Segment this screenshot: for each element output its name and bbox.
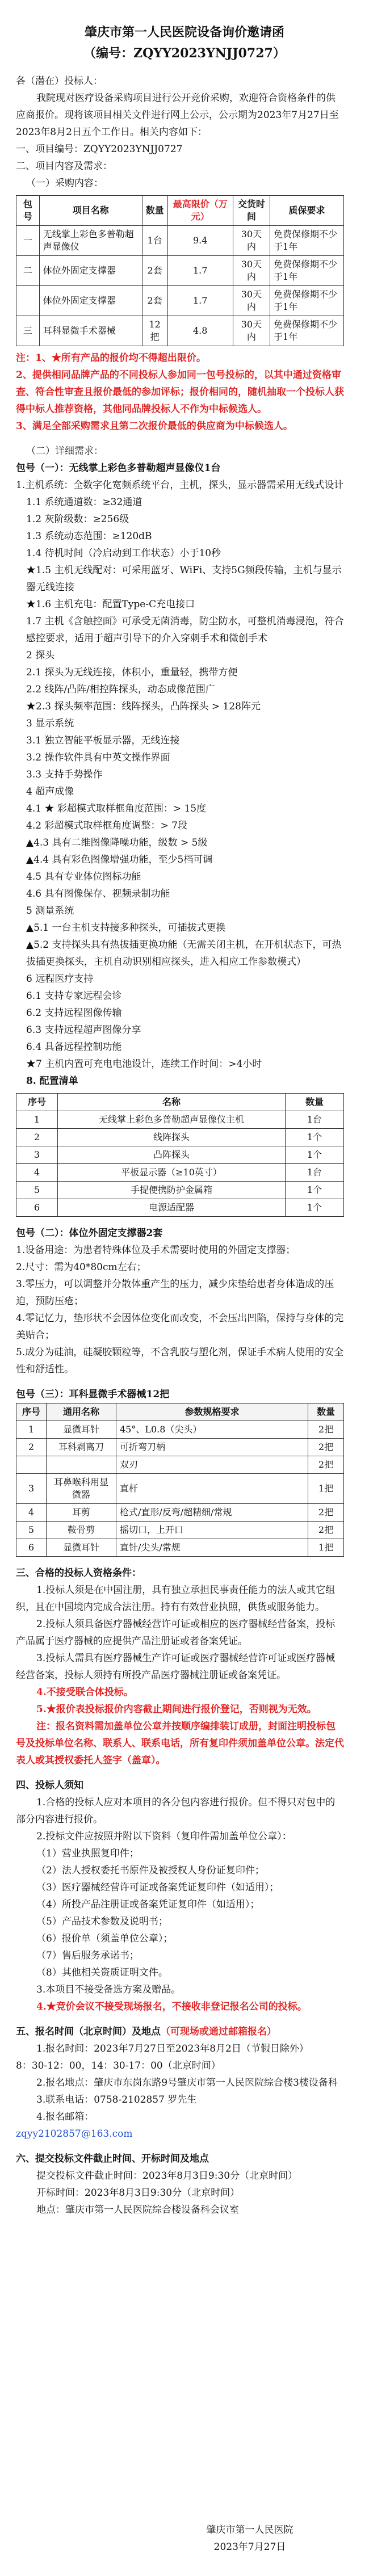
table-row <box>16 256 344 286</box>
table-row <box>16 1182 344 1199</box>
cell-qty: 1个 <box>286 1199 344 1217</box>
note-2: 2、提供相同品牌产品的不同投标人参加同一包号投标的，以其中通过资格审查、符合性审查且报价最低的参加评标；报价相同的，随机抽取一个投标人获得中标人推荐资格，其他同品牌投标人不作为中标候选人。 <box>16 369 344 415</box>
cell-seq <box>16 1456 47 1474</box>
req-line: 6 远程医疗支持 <box>26 973 94 985</box>
cell-generic-name <box>47 1456 116 1474</box>
req-line: 4.2 彩超模式取样框角度调整：> 7段 <box>26 820 187 831</box>
table-row <box>16 1129 344 1146</box>
bid-line: （4）所投产品注册证或备案凭证复印件（如适用）； <box>36 1899 260 1910</box>
table-row <box>16 1421 344 1439</box>
deadline-line: 地点：肇庆市第一人民医院综合楼设备科会议室 <box>36 2204 239 2216</box>
req-line: 2.2 线阵/凸阵/相控阵探头，动态成像范围广 <box>26 684 215 695</box>
col-package: 包号 <box>16 196 40 226</box>
table-row <box>16 316 344 346</box>
detailed-requirements-heading: （二）详细需求： <box>26 446 103 457</box>
bidder-notice-heading: 四、投标人须知 <box>16 1780 83 1791</box>
signup-line: 1.报名时间：2023年7月27日至2023年8月2日（节假日除外） <box>36 2043 309 2054</box>
config-list-heading: 8. 配置清单 <box>26 1075 78 1087</box>
cell-qty: 1个 <box>286 1146 344 1164</box>
cell-item-name: 体位外固定支撑器 <box>39 286 142 316</box>
req-line: 2 探头 <box>26 650 55 661</box>
package-1-heading: 包号（一）：无线掌上彩色多普勒超声显像仪1台 <box>16 463 221 474</box>
cell-seq: 3 <box>16 1474 47 1504</box>
cell-quantity: 2套 <box>142 286 167 316</box>
req-line: ★2.3 探头频率范围：线阵探头，凸阵探头 > 128阵元 <box>26 701 261 712</box>
bid-line: 2.投标文件应按照并附以下资料（复印件需加盖单位公章）： <box>36 1831 292 1842</box>
cell-generic-name: 显微耳针 <box>47 1539 116 1557</box>
cell-qty: 2把 <box>308 1421 344 1439</box>
bid-line: （1）营业执照复印件； <box>36 1848 139 1859</box>
cell-seq: 6 <box>16 1199 58 1217</box>
cell-warranty: 免费保修期不少于1年 <box>270 316 344 346</box>
cell-seq: 2 <box>16 1129 58 1146</box>
col-name: 名称 <box>58 1094 286 1111</box>
table-row <box>16 1439 344 1456</box>
req-line: 1.1 系统通道数：≥32通道 <box>26 497 142 508</box>
procure-content-heading: （一）采购内容： <box>26 178 103 189</box>
cell-seq: 1 <box>16 1111 58 1129</box>
req-line: ★1.6 主机充电：配置Type-C充电接口 <box>26 599 195 610</box>
cell-item-name: 体位外固定支撑器 <box>39 256 142 286</box>
cell-qty: 1把 <box>308 1539 344 1557</box>
req-line: ★7 主机内置可充电电池设计，连续工作时间：>4小时 <box>26 1058 262 1070</box>
col-qty: 数量 <box>308 1403 344 1421</box>
req-line: 6.2 支持远程图像传输 <box>26 1007 122 1019</box>
cell-seq: 5 <box>16 1182 58 1199</box>
cell-quantity: 2套 <box>142 256 167 286</box>
qual-line: 1.投标人须是在中国注册，具有独立承担民事责任能力的法人或其它组织，且在中国境内完成合法注册。持有有效营业执照，供货或服务能力。 <box>16 1585 336 1613</box>
pkg2-line: 1.设备用途：为患者特殊体位及手术需要时使用的外固定支撑器； <box>16 1245 296 1256</box>
col-seq: 序号 <box>16 1403 47 1421</box>
signup-line: 2.报名地点：肇庆市东岗东路9号肇庆市第一人民医院综合楼3楼设备科 <box>36 2077 338 2088</box>
cell-qty: 2把 <box>308 1504 344 1522</box>
cell-generic-name: 显微耳针 <box>47 1421 116 1439</box>
qual-line: 2.投标人须具备医疗器械经营许可证或相应的医疗器械经营备案，投标产品属于医疗器械的应提供产品注册证或者备案凭证。 <box>16 1619 336 1647</box>
table-row <box>16 1522 344 1539</box>
qual-red-line: 4.不接受联合体投标。 <box>36 1687 133 1698</box>
qual-red-line: 5.★报价表投标报价内容截止期间进行报价登记，否则视为无效。 <box>36 1704 317 1715</box>
cell-qty: 1个 <box>286 1129 344 1146</box>
bid-star: 4.★竞价会议不接受现场报名，不接收非登记报名公司的投标。 <box>36 2001 307 2012</box>
cell-qty: 2把 <box>308 1522 344 1539</box>
bid-line: （5）产品技术参数及说明书； <box>36 1916 168 1927</box>
ear-instruments-table <box>16 1403 344 1557</box>
signup-line: 4.报名邮箱： <box>36 2111 94 2123</box>
cell-price: 1.7 <box>167 256 233 286</box>
cell-generic-name: 耳鼻喉科用显微器 <box>47 1474 116 1504</box>
package-2-heading: 包号（二）：体位外固定支撑器2套 <box>16 1228 163 1239</box>
cell-package: 二 <box>16 256 40 286</box>
req-line: 1.7 主机《含触控面》可承受无菌消毒，防尘防水，可整机消毒浸泡，符合感控要求，适用于超声引导下的介入穿刺手术和微创手术 <box>26 616 344 644</box>
req-line: 2.1 探头为无线连接，体积小，重量轻，携带方便 <box>26 667 238 678</box>
req-line: 4.6 具有图像保存、视频录制功能 <box>26 888 170 900</box>
req-line: 5 测量系统 <box>26 905 74 917</box>
qual-red-note: 注：报名资料需加盖单位公章并按顺序编排装订成册，封面注明投标包号及投标单位名称、联系人、联系电话，所有复印件须加盖单位公章。法定代表人或其授权委托人签字（盖章）。 <box>16 1721 344 1766</box>
qualification-heading: 三、合格的投标人资格条件： <box>16 1568 141 1579</box>
deadline-line: 提交投标文件截止时间：2023年8月3日9:30分（北京时间） <box>36 2170 298 2182</box>
req-line: 6.3 支持远程超声图像分享 <box>26 1024 141 1036</box>
cell-package: 三 <box>16 316 40 346</box>
cell-delivery: 30天内 <box>233 256 270 286</box>
bid-line: （6）报价单（须盖单位公章）； <box>36 1933 173 1944</box>
note-3: 3、满足全部采购需求且第二次报价最低的供应商为中标候选人。 <box>16 421 293 432</box>
signup-heading-main: 五、报名时间（北京时间）及地点 <box>16 2026 161 2037</box>
req-line: 6.4 具备远程控制功能 <box>26 1041 122 1053</box>
cell-name: 平板显示器（≥10英寸） <box>58 1164 286 1182</box>
req-line: ▲4.4 具有彩色图像增强功能，至少5档可调 <box>26 854 213 865</box>
cell-spec: 直杆 <box>116 1474 308 1504</box>
cell-item-name: 耳科显微手术器械 <box>39 316 142 346</box>
table-row <box>16 1146 344 1164</box>
col-seq: 序号 <box>16 1094 58 1111</box>
req-line: 1.2 灰阶级数：≥256级 <box>26 514 129 525</box>
cell-name: 线阵探头 <box>58 1129 286 1146</box>
package-1-requirements <box>16 477 344 1090</box>
cell-qty: 1台 <box>286 1111 344 1129</box>
signature-block <box>176 2522 324 2556</box>
pkg2-line: 3.零压力，可以调整并分散体重产生的压力，减少床垫给患者身体造成的压迫，预防压疮； <box>16 1279 334 1307</box>
cell-spec: 双刃 <box>116 1456 308 1474</box>
cell-quantity: 1台 <box>142 226 167 256</box>
bid-line: （7）售后服务承诺书； <box>36 1950 139 1961</box>
req-line: 4.5 具有专业体位图标功能 <box>26 871 141 883</box>
col-qty: 数量 <box>286 1094 344 1111</box>
req-line: ★1.5 主机无线配对：可采用蓝牙、WiFi、支持5G频段传输，主机与显示器无线连接 <box>26 565 342 593</box>
cell-price: 9.4 <box>167 226 233 256</box>
cell-qty: 2把 <box>308 1439 344 1456</box>
col-generic-name: 通用名称 <box>47 1403 116 1421</box>
table-row <box>16 226 344 256</box>
cell-seq: 3 <box>16 1146 58 1164</box>
document-code: （编号：ZQYY2023YNJJ0727） <box>83 46 286 61</box>
cell-name: 电源适配器 <box>58 1199 286 1217</box>
cell-generic-name: 耳剪 <box>47 1504 116 1522</box>
cell-seq: 4 <box>16 1504 47 1522</box>
signup-line: 8：30-12：00，14：30-17：00（北京时间） <box>16 2060 221 2071</box>
note-1: 注：1、★所有产品的报价均不得超出限价。 <box>16 352 206 364</box>
cell-delivery: 30天内 <box>233 226 270 256</box>
table-row <box>16 1111 344 1129</box>
req-line: ▲5.2 支持探头具有热拔插更换功能（无需关闭主机，在开机状态下，可热拔插更换探头，主机自动识别相应探头，进入相应工作参数模式） <box>26 939 342 968</box>
cell-quantity: 12把 <box>142 316 167 346</box>
cell-spec: 直针/尖头/常规 <box>116 1539 308 1557</box>
bid-extra: 3.本项目不接受备选方案及赠品。 <box>36 1984 181 1995</box>
col-max-price: 最高限价（万元） <box>167 196 233 226</box>
req-line: 3 显示系统 <box>26 718 74 729</box>
cell-price: 1.7 <box>167 286 233 316</box>
cell-spec: 枪式/直形/反弯/超精细/常规 <box>116 1504 308 1522</box>
cell-spec: 摇切口，上开口 <box>116 1522 308 1539</box>
pkg2-line: 5.成分为硅油，硅凝胶颗粒等，不含乳胶与塑化剂，保证手术病人使用的安全性和舒适性。 <box>16 1347 344 1375</box>
req-line: 3.3 支持手势操作 <box>26 769 103 780</box>
cell-qty: 1个 <box>286 1182 344 1199</box>
document-title: 肇庆市第一人民医院设备询价邀请函 <box>84 25 284 40</box>
table-row <box>16 1504 344 1522</box>
cell-generic-name: 耳科剥离刀 <box>47 1439 116 1456</box>
table-row <box>16 1474 344 1504</box>
cell-name: 凸阵探头 <box>58 1146 286 1164</box>
cell-warranty: 免费保修期不少于1年 <box>270 226 344 256</box>
pkg2-line: 2.尺寸：需为40*80cm左右； <box>16 1262 146 1273</box>
col-warranty: 质保要求 <box>270 196 344 226</box>
cell-warranty: 免费保修期不少于1年 <box>270 256 344 286</box>
greeting: 各（潜在）投标人： <box>16 75 103 87</box>
cell-item-name: 无线掌上彩色多普勒超声显像仪 <box>39 226 142 256</box>
table-row <box>16 1199 344 1217</box>
cell-qty: 1台 <box>286 1164 344 1182</box>
req-line: 6.1 支持专家远程会诊 <box>26 990 122 1002</box>
cell-price: 4.8 <box>167 316 233 346</box>
req-line: 1.3 系统动态范围：≥120dB <box>26 531 152 542</box>
col-delivery: 交货时间 <box>233 196 270 226</box>
deadline-line: 开标时间：2023年8月3日9:30分（北京时间） <box>36 2187 240 2199</box>
req-line: 4 超声成像 <box>26 786 74 797</box>
req-line: 1.主机系统：全数字化宽频系统平台，主机，探头，显示器需采用无线式设计 <box>16 480 344 491</box>
procurement-table <box>16 195 344 346</box>
deadline-heading: 六、提交投标文件截止时间、开标时间及地点 <box>16 2153 209 2165</box>
signup-heading-note: （可现场或通过邮箱报名） <box>161 2026 276 2037</box>
signup-heading <box>16 2023 344 2040</box>
intro-paragraph: 我院现对医疗设备采购项目进行公开竞价采购，欢迎符合资格条件的供应商报价。现将该项目相关文件进行网上公示，公示期为2023年7月27日至2023年8月2日五个工作日。相关内容如下： <box>16 93 339 138</box>
signup-email-link[interactable]: zqyy2102857@163.com <box>16 2128 133 2140</box>
project-content-heading: 二、项目内容及需求： <box>16 161 112 172</box>
qual-line: 3.投标人需具有医疗器械生产许可证或医疗器械经营许可证或医疗器械经营备案，投标人须持有所投产品医疗器械注册证或备案凭证。 <box>16 1653 336 1681</box>
signature-org: 肇庆市第一人民医院 <box>206 2524 293 2536</box>
bid-line: （3）医疗器械经营许可证或备案凭证复印件（如适用）； <box>36 1882 279 1893</box>
req-line: ▲4.3 具有二维图像降噪功能，级数 > 5级 <box>26 837 208 848</box>
req-line: 3.2 操作软件具有中英文操作界面 <box>26 752 170 763</box>
cell-qty: 1把 <box>308 1474 344 1504</box>
config-list-table <box>16 1093 344 1217</box>
signup-line: 3.联系电话：0758-2102857 罗先生 <box>36 2094 197 2106</box>
signature-date: 2023年7月27日 <box>213 2541 286 2553</box>
pkg2-line: 4.零记忆力，垫形状不会因体位变化而改变，不会压出凹陷，保持与身体的完美贴合； <box>16 1313 344 1341</box>
cell-delivery: 30天内 <box>233 316 270 346</box>
cell-seq: 1 <box>16 1421 47 1439</box>
cell-seq: 5 <box>16 1522 47 1539</box>
cell-warranty: 免费保修期不少于1年 <box>270 286 344 316</box>
cell-name: 手提便携防护金属箱 <box>58 1182 286 1199</box>
table-row <box>16 286 344 316</box>
cell-delivery: 30天内 <box>233 286 270 316</box>
cell-spec: 可折弯刀柄 <box>116 1439 308 1456</box>
cell-seq: 6 <box>16 1539 47 1557</box>
req-line: ▲5.1 一台主机支持接多种探头，可插拔式更换 <box>26 922 226 934</box>
req-line: 3.1 独立智能平板显示器，无线连接 <box>26 735 180 746</box>
table-row <box>16 1539 344 1557</box>
project-number: 一、项目编号：ZQYY2023YNJJ0727 <box>16 144 183 155</box>
cell-seq: 4 <box>16 1164 58 1182</box>
cell-spec: 45°、L0.8（尖头） <box>116 1421 308 1439</box>
table-row <box>16 1456 344 1474</box>
req-line: 4.1 ★ 彩超模式取样框角度范围：> 15度 <box>26 803 207 814</box>
col-spec: 参数规格要求 <box>116 1403 308 1421</box>
cell-package: 一 <box>16 226 40 256</box>
bid-line: （8）其他相关资质证明文件。 <box>36 1967 168 1978</box>
cell-generic-name: 鞍骨剪 <box>47 1522 116 1539</box>
col-quantity: 数量 <box>142 196 167 226</box>
cell-qty: 2把 <box>308 1456 344 1474</box>
cell-seq: 2 <box>16 1439 47 1456</box>
table-row <box>16 1164 344 1182</box>
bid-line: 1.合格的投标人应对本项目的各分包内容进行报价。但不得只对包中的部分内容进行报价。 <box>16 1797 336 1825</box>
col-item-name: 项目名称 <box>39 196 142 226</box>
bid-line: （2）法人授权委托书原件及被授权人身份证复印件； <box>36 1865 265 1876</box>
cell-name: 无线掌上彩色多普勒超声显像仪主机 <box>58 1111 286 1129</box>
package-3-heading: 包号（三）：耳科显微手术器械12把 <box>16 1389 170 1400</box>
cell-package <box>16 286 40 316</box>
req-line: 1.4 待机时间（冷启动到工作状态）小于10秒 <box>26 548 221 559</box>
